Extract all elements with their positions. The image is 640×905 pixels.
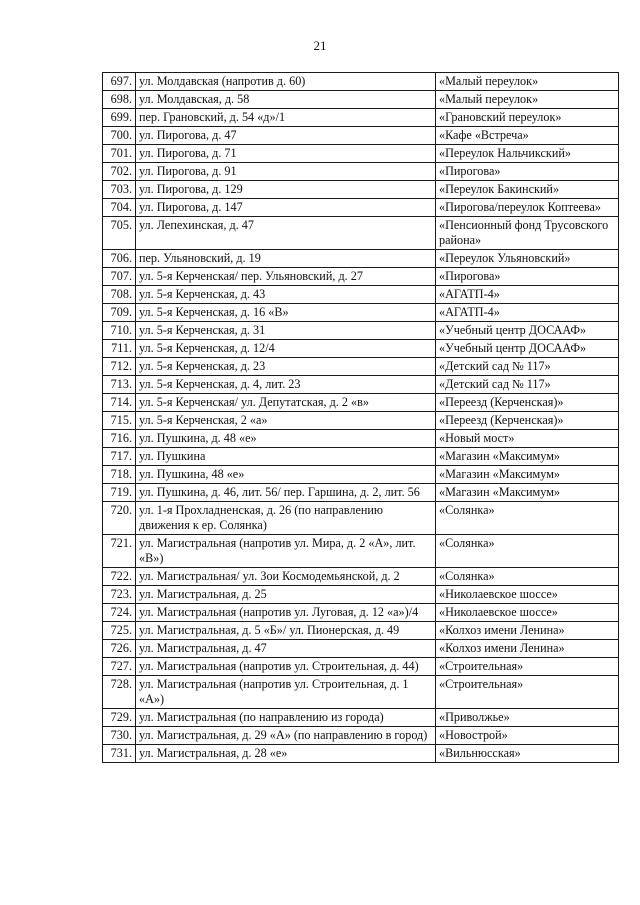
row-address: ул. Молдавская (напротив д. 60) [136,73,436,91]
row-address: ул. Магистральная (напротив ул. Луговая, д. 12 «а»)/4 [136,604,436,622]
row-number: 716. [103,430,136,448]
row-number: 713. [103,376,136,394]
table-row [103,568,619,586]
row-number: 720. [103,502,136,535]
row-stop-name: «Учебный центр ДОСААФ» [436,340,619,358]
row-stop-name: «Переулок Нальчикский» [436,145,619,163]
row-address: ул. 5-я Керченская/ ул. Депутатская, д. 2 «в» [136,394,436,412]
row-number: 727. [103,658,136,676]
row-address: ул. Лепехинская, д. 47 [136,217,436,250]
row-stop-name: «АГАТП-4» [436,286,619,304]
table-row [103,217,619,250]
table-row [103,304,619,322]
row-number: 724. [103,604,136,622]
row-number: 697. [103,73,136,91]
row-stop-name: «Малый переулок» [436,73,619,91]
row-address: ул. Пушкина, д. 48 «е» [136,430,436,448]
table-row [103,484,619,502]
row-stop-name: «Учебный центр ДОСААФ» [436,322,619,340]
row-stop-name: «Кафе «Встреча» [436,127,619,145]
row-stop-name: «Строительная» [436,676,619,709]
table-row [103,199,619,217]
row-address: ул. 1-я Прохладненская, д. 26 (по направлению движения к ер. Солянка) [136,502,436,535]
table-row [103,109,619,127]
row-number: 714. [103,394,136,412]
row-number: 719. [103,484,136,502]
row-stop-name: «Строительная» [436,658,619,676]
table-row [103,358,619,376]
row-stop-name: «Переезд (Керченская)» [436,394,619,412]
row-address: ул. Пирогова, д. 47 [136,127,436,145]
row-number: 726. [103,640,136,658]
table-row [103,658,619,676]
table-row [103,604,619,622]
row-stop-name: «Переулок Ульяновский» [436,250,619,268]
row-stop-name: «Магазин «Максимум» [436,466,619,484]
row-number: 711. [103,340,136,358]
row-number: 706. [103,250,136,268]
page-number: 21 [313,38,327,53]
row-number: 700. [103,127,136,145]
row-number: 715. [103,412,136,430]
row-address: ул. Магистральная (напротив ул. Строительная, д. 44) [136,658,436,676]
row-stop-name: «Детский сад № 117» [436,358,619,376]
table-row [103,586,619,604]
row-number: 723. [103,586,136,604]
table-row [103,502,619,535]
table-row [103,394,619,412]
row-address: ул. Пушкина, д. 46, лит. 56/ пер. Гаршина, д. 2, лит. 56 [136,484,436,502]
row-number: 702. [103,163,136,181]
row-stop-name: «Николаевское шоссе» [436,604,619,622]
row-stop-name: «Колхоз имени Ленина» [436,640,619,658]
row-address: ул. Магистральная/ ул. Зои Космодемьянской, д. 2 [136,568,436,586]
table-row [103,145,619,163]
table-row [103,127,619,145]
row-number: 718. [103,466,136,484]
row-stop-name: «Пирогова» [436,163,619,181]
table-row [103,268,619,286]
row-address: ул. Магистральная, д. 5 «Б»/ ул. Пионерская, д. 49 [136,622,436,640]
row-address: ул. Магистральная (по направлению из города) [136,709,436,727]
table-row [103,709,619,727]
row-number: 703. [103,181,136,199]
row-stop-name: «Малый переулок» [436,91,619,109]
row-number: 729. [103,709,136,727]
row-number: 722. [103,568,136,586]
row-stop-name: «Пенсионный фонд Трусовского района» [436,217,619,250]
row-number: 728. [103,676,136,709]
row-stop-name: «Николаевское шоссе» [436,586,619,604]
row-address: ул. Магистральная, д. 29 «А» (по направлению в город) [136,727,436,745]
row-stop-name: «Переезд (Керченская)» [436,412,619,430]
row-stop-name: «Пирогова» [436,268,619,286]
table-row [103,181,619,199]
row-number: 708. [103,286,136,304]
table-row [103,322,619,340]
row-number: 712. [103,358,136,376]
table-body [103,73,619,763]
row-stop-name: «АГАТП-4» [436,304,619,322]
table-row [103,727,619,745]
row-stop-name: «Пирогова/переулок Коптеева» [436,199,619,217]
row-number: 701. [103,145,136,163]
row-address: ул. 5-я Керченская, д. 16 «В» [136,304,436,322]
table-row [103,250,619,268]
row-address: ул. Магистральная, д. 47 [136,640,436,658]
table-row [103,448,619,466]
row-stop-name: «Переулок Бакинский» [436,181,619,199]
row-stop-name: «Новый мост» [436,430,619,448]
row-address: ул. Магистральная, д. 25 [136,586,436,604]
row-stop-name: «Солянка» [436,502,619,535]
table-row [103,91,619,109]
table-row [103,640,619,658]
row-address: ул. Пирогова, д. 147 [136,199,436,217]
row-address: ул. 5-я Керченская/ пер. Ульяновский, д. 27 [136,268,436,286]
row-stop-name: «Солянка» [436,568,619,586]
row-address: ул. Магистральная, д. 28 «е» [136,745,436,763]
row-stop-name: «Вильнюсская» [436,745,619,763]
row-address: пер. Грановский, д. 54 «д»/1 [136,109,436,127]
row-number: 717. [103,448,136,466]
row-stop-name: «Новострой» [436,727,619,745]
table-row [103,286,619,304]
row-stop-name: «Солянка» [436,535,619,568]
table-row [103,535,619,568]
row-address: ул. Пушкина, 48 «е» [136,466,436,484]
row-stop-name: «Приволжье» [436,709,619,727]
row-address: ул. Магистральная (напротив ул. Строительная, д. 1 «А») [136,676,436,709]
row-number: 704. [103,199,136,217]
row-stop-name: «Колхоз имени Ленина» [436,622,619,640]
table-row [103,430,619,448]
row-address: ул. Молдавская, д. 58 [136,91,436,109]
row-number: 731. [103,745,136,763]
table-row [103,340,619,358]
row-address: ул. Пирогова, д. 71 [136,145,436,163]
row-address: ул. 5-я Керченская, 2 «а» [136,412,436,430]
row-stop-name: «Магазин «Максимум» [436,448,619,466]
row-stop-name: «Детский сад № 117» [436,376,619,394]
row-number: 698. [103,91,136,109]
row-address: ул. Пушкина [136,448,436,466]
row-address: ул. 5-я Керченская, д. 43 [136,286,436,304]
row-number: 725. [103,622,136,640]
row-address: ул. 5-я Керченская, д. 23 [136,358,436,376]
row-address: ул. 5-я Керченская, д. 12/4 [136,340,436,358]
row-address: ул. 5-я Керченская, д. 31 [136,322,436,340]
table-row [103,676,619,709]
table-row [103,412,619,430]
table-row [103,622,619,640]
row-address: пер. Ульяновский, д. 19 [136,250,436,268]
row-address: ул. Магистральная (напротив ул. Мира, д. 2 «А», лит. «В») [136,535,436,568]
row-stop-name: «Магазин «Максимум» [436,484,619,502]
row-number: 730. [103,727,136,745]
row-address: ул. Пирогова, д. 129 [136,181,436,199]
table-row [103,73,619,91]
row-number: 710. [103,322,136,340]
row-number: 707. [103,268,136,286]
row-number: 699. [103,109,136,127]
row-address: ул. Пирогова, д. 91 [136,163,436,181]
row-number: 721. [103,535,136,568]
table-row [103,376,619,394]
row-stop-name: «Грановский переулок» [436,109,619,127]
table-row [103,163,619,181]
table-row [103,466,619,484]
table-row [103,745,619,763]
bus-stops-table [102,72,619,763]
row-number: 709. [103,304,136,322]
row-address: ул. 5-я Керченская, д. 4, лит. 23 [136,376,436,394]
row-number: 705. [103,217,136,250]
